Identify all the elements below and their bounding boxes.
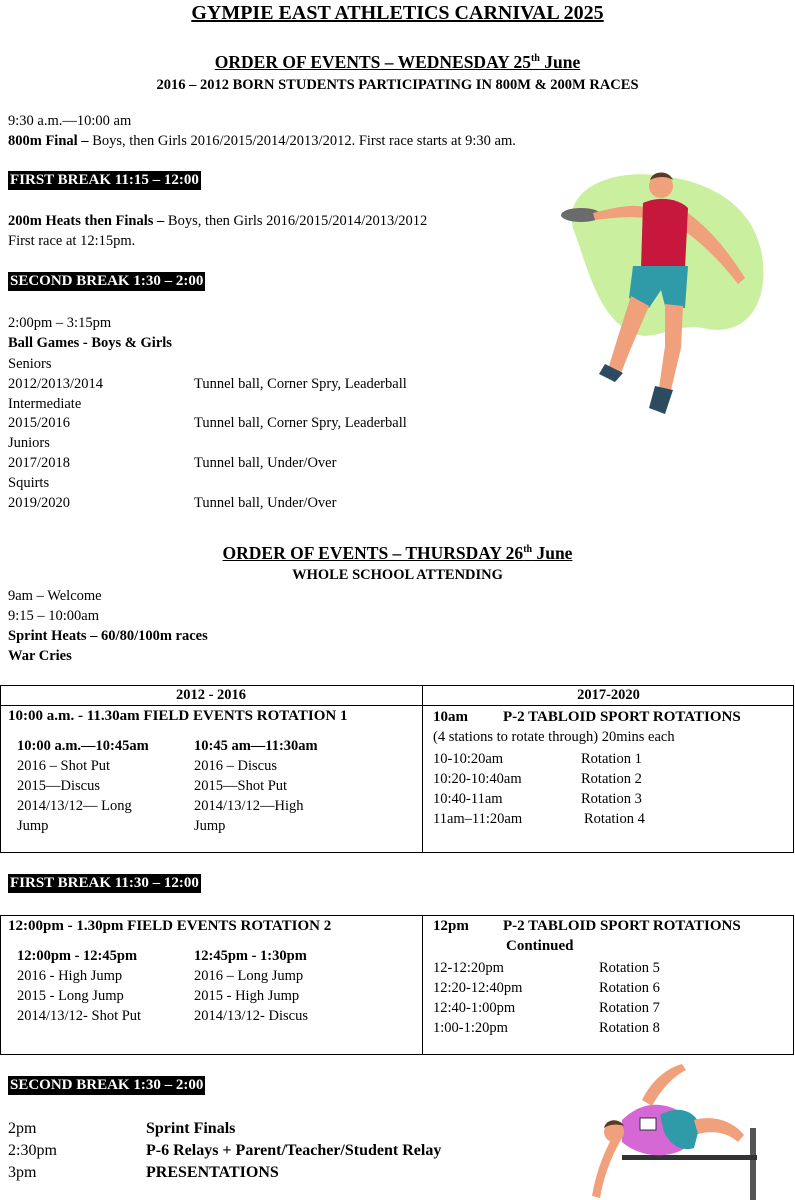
table2-left-col-a: 12:00pm - 12:45pm 2016 - High Jump 2015 - Long Jump 2014/13/12- Shot Put bbox=[17, 948, 142, 1024]
thu-war-cries: War Cries bbox=[8, 648, 72, 664]
thu-sprint-heats: Sprint Heats – 60/80/100m races bbox=[8, 628, 208, 644]
group-games: Tunnel ball, Corner Spry, Leaderball bbox=[194, 415, 407, 432]
bib bbox=[640, 1118, 656, 1130]
thu-welcome: 9am – Welcome bbox=[8, 588, 102, 604]
thursday-subheading: WHOLE SCHOOL ATTENDING bbox=[292, 567, 503, 583]
table1-rotations: 10-10:20am Rotation 1 10:20-10:40am Rotation 2 10:40-11am Rotation 3 11am–11:20am Rotation 4 bbox=[433, 751, 645, 827]
table1-right-title: P-2 TABLOID SPORT ROTATIONS bbox=[503, 709, 741, 725]
wed-event-200m-line2: First race at 12:15pm. bbox=[8, 233, 136, 249]
final-event: P-6 Relays + Parent/Teacher/Student Relay bbox=[146, 1142, 442, 1159]
group-years: 2017/2018 bbox=[8, 454, 71, 471]
table2-divider bbox=[422, 915, 423, 1054]
final-event: Sprint Finals bbox=[146, 1120, 236, 1137]
table1-col1-head: 2012 - 2016 bbox=[175, 687, 247, 703]
group-years: 2012/2013/2014 bbox=[8, 375, 104, 392]
table1-left-col-a: 10:00 a.m.—10:45am 2016 – Shot Put 2015—Discus 2014/13/12— Long Jump bbox=[17, 738, 149, 834]
discus-thrower-illustration bbox=[553, 168, 768, 420]
ball-games-list bbox=[8, 355, 407, 513]
thu-second-break: SECOND BREAK 1:30 – 2:00 bbox=[10, 1077, 204, 1093]
group-name: Intermediate bbox=[8, 395, 82, 412]
final-time: 2:30pm bbox=[8, 1142, 57, 1159]
jumper-arm-up bbox=[642, 1064, 686, 1106]
group-games: Tunnel ball, Corner Spry, Leaderball bbox=[194, 375, 407, 392]
thu-time: 9:15 – 10:00am bbox=[8, 608, 100, 624]
group-games: Tunnel ball, Under/Over bbox=[194, 454, 337, 471]
wed-time-3: 2:00pm – 3:15pm bbox=[8, 315, 112, 331]
table1-left-col-b: 10:45 am—11:30am 2016 – Discus 2015—Shot Put 2014/13/12—High Jump bbox=[194, 738, 318, 834]
table1-divider bbox=[422, 685, 423, 852]
final-event: PRESENTATIONS bbox=[146, 1164, 279, 1181]
table2-rotations: 12-12:20pm Rotation 5 12:20-12:40pm Rotation 6 12:40-1:00pm Rotation 7 1:00-1:20pm Rotation 8 bbox=[433, 960, 660, 1036]
group-years: 2015/2016 bbox=[8, 415, 71, 432]
wed-event-800m: 800m Final – Boys, then Girls 2016/2015/2014/2013/2012. First race starts at 9:30 am. bbox=[8, 133, 516, 149]
jumper-legs bbox=[694, 1118, 744, 1142]
group-years: 2019/2020 bbox=[8, 494, 71, 511]
thu-first-break: FIRST BREAK 11:30 – 12:00 bbox=[10, 875, 199, 891]
right-shoe bbox=[649, 386, 673, 414]
page-title: GYMPIE EAST ATHLETICS CARNIVAL 2025 bbox=[191, 2, 604, 24]
group-games: Tunnel ball, Under/Over bbox=[194, 494, 337, 511]
table1-right-time: 10am bbox=[433, 709, 468, 725]
table2-left-title: 12:00pm - 1.30pm FIELD EVENTS ROTATION 2 bbox=[8, 918, 332, 934]
table2-right-title: P-2 TABLOID SPORT ROTATIONS bbox=[503, 918, 741, 934]
shirt bbox=[641, 199, 688, 268]
final-time: 2pm bbox=[8, 1120, 37, 1137]
thursday-heading: ORDER OF EVENTS – THURSDAY 26th June bbox=[222, 543, 573, 563]
final-time: 3pm bbox=[8, 1164, 37, 1181]
jumper-lower-leg bbox=[592, 1134, 622, 1198]
high-jump-bar bbox=[622, 1155, 757, 1160]
group-name: Seniors bbox=[8, 356, 52, 372]
table2-left-col-b: 12:45pm - 1:30pm 2016 – Long Jump 2015 - High Jump 2014/13/12- Discus bbox=[194, 948, 308, 1024]
table2-right-time: 12pm bbox=[433, 918, 469, 934]
wed-event-200m: 200m Heats then Finals – Boys, then Girls 2016/2015/2014/2013/2012 bbox=[8, 213, 428, 229]
high-jumper-illustration bbox=[582, 1060, 767, 1200]
table1-left-title: 10:00 a.m. - 11.30am FIELD EVENTS ROTATION 1 bbox=[8, 708, 348, 724]
table1-header-line bbox=[0, 705, 794, 706]
wed-second-break: SECOND BREAK 1:30 – 2:00 bbox=[10, 273, 204, 289]
group-name: Juniors bbox=[8, 435, 50, 452]
wed-first-break: FIRST BREAK 11:15 – 12:00 bbox=[10, 172, 199, 188]
wednesday-subheading: 2016 – 2012 BORN STUDENTS PARTICIPATING IN 800M & 200M RACES bbox=[156, 77, 639, 93]
final-schedule bbox=[8, 1118, 441, 1184]
wed-time-1: 9:30 a.m.—10:00 am bbox=[8, 113, 132, 129]
wednesday-heading: ORDER OF EVENTS – WEDNESDAY 25th June bbox=[214, 52, 581, 72]
ball-games-heading: Ball Games - Boys & Girls bbox=[8, 335, 172, 351]
table1-right-note: (4 stations to rotate through) 20mins each bbox=[433, 729, 675, 745]
group-name: Squirts bbox=[8, 474, 50, 491]
table1-col2-head: 2017-2020 bbox=[577, 687, 640, 703]
high-jump-upright bbox=[750, 1128, 756, 1200]
table2-right-continued: Continued bbox=[506, 938, 574, 954]
